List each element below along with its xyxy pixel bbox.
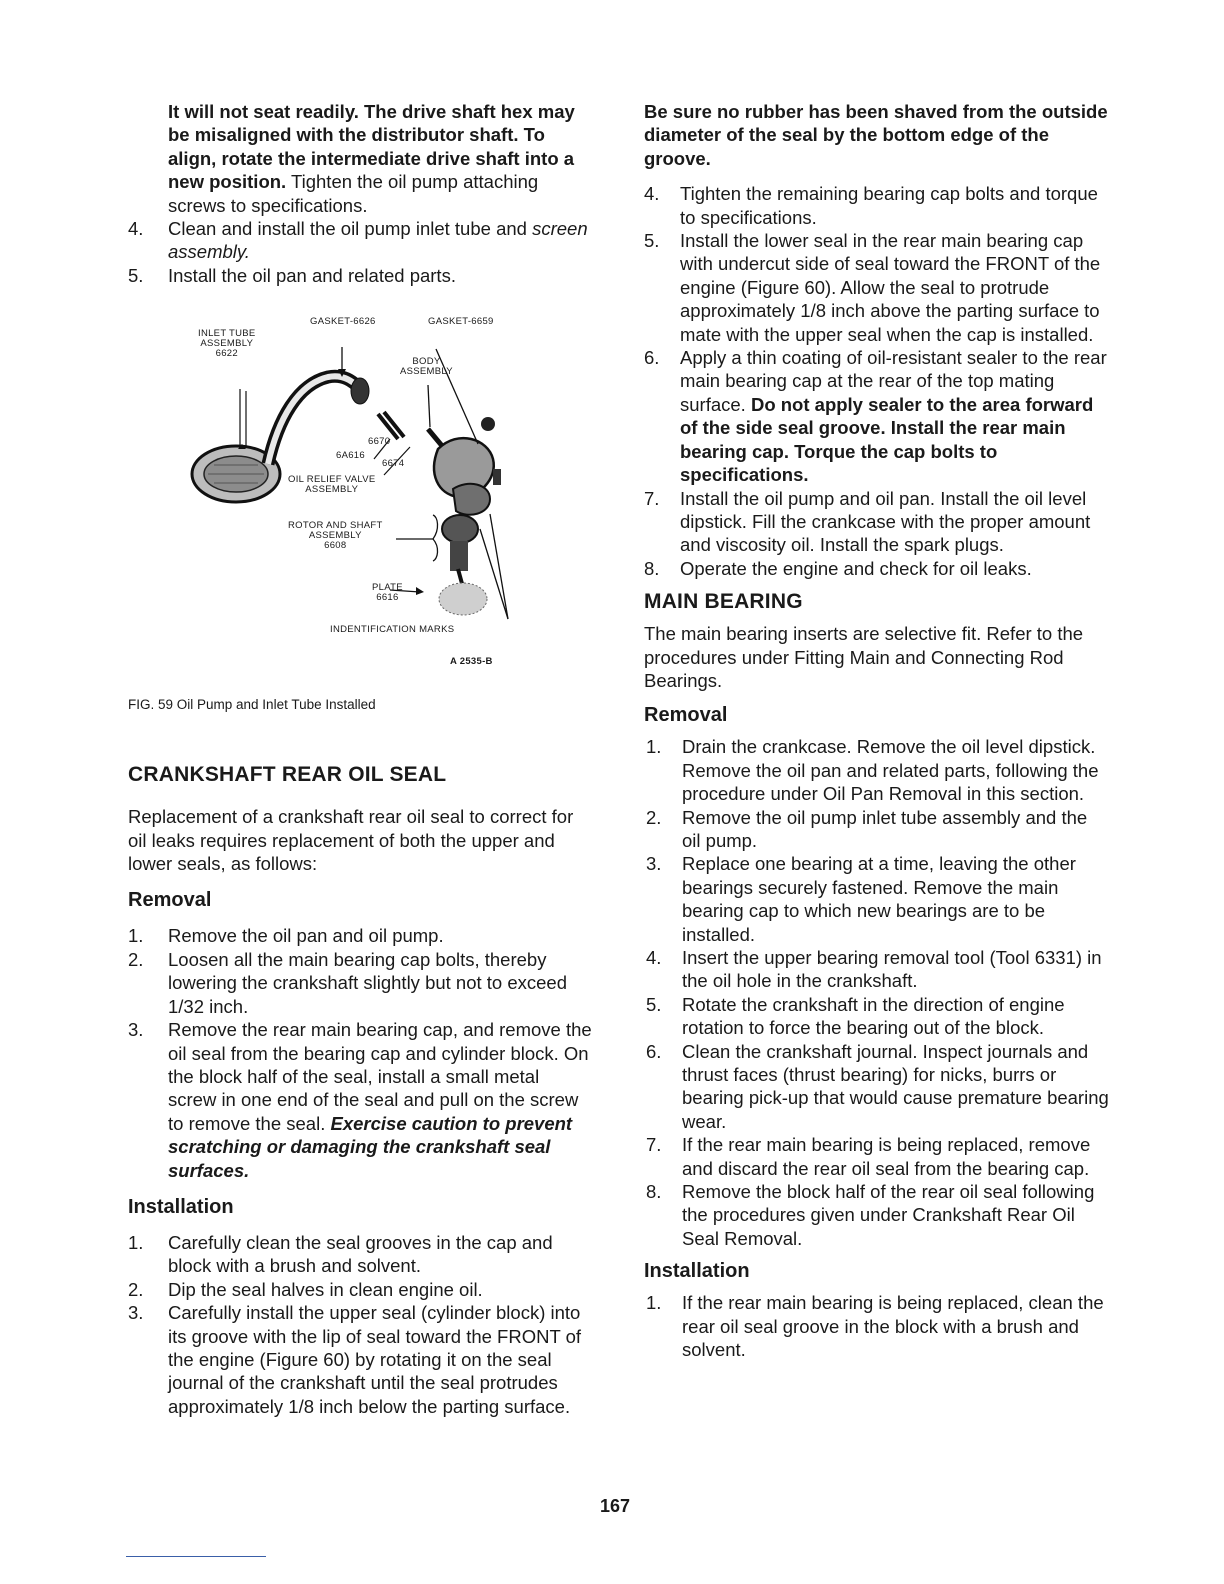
- oil-pump-figure: [128, 316, 592, 713]
- figure-caption: FIG. 59 Oil Pump and Inlet Tube Installed: [128, 697, 376, 713]
- main-bearing-intro: The main bearing inserts are selective fit. Refer to the procedures under Fitting Main and Connecting Rod Bearings.: [644, 623, 1084, 691]
- list-item: [128, 264, 592, 287]
- item-text: Dip the seal halves in clean engine oil.: [168, 1278, 483, 1300]
- removal-heading: Removal: [644, 704, 728, 727]
- item-text: Clean the crankshaft journal. Inspect journals and thrust faces (thrust bearing) for nicks, burrs or bearing pick-up that would cause premature bearing wear.: [682, 1040, 1109, 1132]
- item-text: Tighten the remaining bearing cap bolts and torque to specifications.: [680, 183, 1098, 228]
- item-number: 1.: [128, 1231, 144, 1253]
- label-6a616: 6A616: [336, 450, 365, 462]
- continued-bold-text: It will not seat readily. The drive shaft hex may be misaligned with the distributor shaft. To align, rotate the intermediate drive shaft into a new position.: [168, 101, 575, 193]
- list-item: [128, 1018, 592, 1182]
- label-rotor-and-shaft: ROTOR AND SHAFT ASSEMBLY 6608: [288, 520, 383, 552]
- list-item: [128, 217, 592, 264]
- item-text: Replace one bearing at a time, leaving the other bearings securely fastened. Remove the main bearing cap to which new bearings are to be installed.: [682, 853, 1076, 945]
- list-item: [644, 346, 1110, 486]
- main-bearing-installation-list: [644, 1291, 1110, 1361]
- item-number: 8.: [644, 557, 660, 579]
- item-number: 2.: [646, 806, 662, 828]
- installation-list: [128, 1231, 592, 1418]
- item-bold-text: Do not apply sealer to the area forward of the side seal groove. Install the rear main bearing cap. Torque the cap bolts to specifications.: [680, 393, 1094, 486]
- section-intro: Replacement of a crankshaft rear oil seal to correct for oil leaks requires replacement of both the upper and lower seals, as follows:: [128, 806, 574, 875]
- list-item: [646, 852, 1110, 946]
- list-item: [646, 1133, 1110, 1180]
- item-number: 1.: [646, 736, 662, 758]
- item-number: 6.: [646, 1040, 662, 1062]
- item-text: Rotate the crankshaft in the direction of engine rotation to force the bearing out of the block.: [682, 993, 1065, 1039]
- list-item: [128, 1231, 592, 1278]
- item-text: Clean and install the oil pump inlet tube and: [168, 218, 533, 240]
- item-number: 5.: [644, 230, 660, 252]
- item-number: 2.: [128, 948, 144, 970]
- continued-text: Tighten the oil pump attaching screws to specifications.: [168, 171, 539, 216]
- list-item: [644, 487, 1110, 557]
- item-caution: Exercise caution to prevent scratching or damaging the crankshaft seal surfaces.: [168, 1112, 573, 1181]
- item-text: If the rear main bearing is being replaced, clean the rear oil seal groove in the block with a brush and solvent.: [682, 1292, 1104, 1361]
- item-number: 3.: [646, 853, 662, 875]
- list-item: [644, 182, 1110, 229]
- item-text: Install the oil pump and oil pan. Install the oil level dipstick. Fill the crankcase with the proper amount and viscosity oil. Install the spark plugs.: [680, 487, 1091, 556]
- item-text: Carefully clean the seal grooves in the cap and block with a brush and solvent.: [168, 1231, 553, 1277]
- oil-pump-illustration: [128, 329, 592, 669]
- plate: [439, 583, 487, 615]
- figure-code: A 2535-B: [450, 656, 493, 668]
- page-number: 167: [600, 1496, 631, 1516]
- item-text: Operate the engine and check for oil leaks.: [680, 557, 1032, 579]
- list-item: [128, 1301, 592, 1418]
- item-text: If the rear main bearing is being replaced, remove and discard the rear oil seal from the bearing cap.: [682, 1134, 1091, 1179]
- label-body-assembly: BODY ASSEMBLY: [400, 356, 453, 378]
- label-gasket-6626: GASKET-6626: [310, 316, 376, 328]
- right-continued-list: [644, 182, 1110, 580]
- item-number: 4.: [128, 218, 144, 240]
- installation-heading: Installation: [644, 1260, 750, 1283]
- item-number: 2.: [128, 1278, 144, 1300]
- list-item: [646, 1040, 1110, 1134]
- main-bearing-removal-list: [644, 735, 1110, 1250]
- installation-heading: Installation: [128, 1195, 234, 1218]
- list-item: [646, 1291, 1110, 1361]
- item-number: 8.: [646, 1181, 662, 1203]
- list-item: [644, 229, 1110, 346]
- list-item: [646, 735, 1110, 805]
- item-number: 7.: [646, 1134, 662, 1156]
- item-text: Loosen all the main bearing cap bolts, thereby lowering the crankshaft slightly but not to exceed 1/32 inch.: [168, 948, 568, 1017]
- list-item: [128, 100, 592, 217]
- list-item: [128, 924, 592, 947]
- label-6674: 6674: [382, 458, 405, 470]
- list-item: [646, 993, 1110, 1040]
- left-column: [128, 100, 592, 1418]
- item-text: Install the oil pan and related parts.: [168, 264, 456, 286]
- right-column: [644, 100, 1110, 1362]
- removal-heading: Removal: [128, 889, 212, 912]
- item-number: 3.: [128, 1019, 144, 1041]
- item-text: Remove the rear main bearing cap, and remove the oil seal from the bearing cap and cylinder block. On the block half of the seal, install a small metal screw in one end of the seal and pull on the screw to remove the seal.: [168, 1019, 592, 1134]
- item-number: 5.: [646, 993, 662, 1015]
- label-identification-marks: INDENTIFICATION MARKS: [330, 624, 455, 636]
- item-text: Install the lower seal in the rear main bearing cap with undercut side of seal toward the FRONT of the engine (Figure 60). Allow the seal to protrude approximately 1/8 inch above the parting surface to mate with the upper seal when the cap is installed.: [680, 230, 1101, 345]
- item-text: Remove the oil pan and oil pump.: [168, 925, 444, 947]
- item-number: 5.: [128, 264, 144, 286]
- list-item: [128, 1278, 592, 1301]
- list-item: [128, 948, 592, 1018]
- rotor: [442, 515, 478, 543]
- label-inlet-tube: INLET TUBE ASSEMBLY 6622: [198, 328, 256, 360]
- label-6670: 6670: [368, 436, 391, 448]
- item-text: Remove the oil pump inlet tube assembly and the oil pump.: [682, 806, 1088, 851]
- item-number: 4.: [646, 947, 662, 968]
- left-continued-list: [128, 100, 592, 287]
- label-plate: PLATE 6616: [372, 582, 403, 604]
- item-number: 1.: [128, 925, 144, 947]
- removal-list: [128, 924, 592, 1181]
- item-text: Carefully install the upper seal (cylinder block) into its groove with the lip of seal toward the FRONT of the engine (Figure 60) by rotating it on the seal journal of the crankshaft until the seal protrudes approximately 1/8 inch below the parting surface.: [168, 1302, 582, 1417]
- item-text: Apply a thin coating of oil-resistant sealer to the rear main bearing cap at the rear of the top mating surface.: [680, 347, 1107, 415]
- list-item: [646, 806, 1110, 853]
- continued-bold-text: Be sure no rubber has been shaved from the outside diameter of the seal by the bottom edge of the groove.: [644, 101, 1108, 169]
- item-number: 6.: [644, 347, 660, 369]
- item-number: 4.: [644, 183, 660, 205]
- section-heading-main-bearing: MAIN BEARING: [644, 590, 803, 614]
- label-oil-relief-valve: OIL RELIEF VALVE ASSEMBLY: [288, 474, 376, 496]
- item-number: 3.: [128, 1302, 144, 1324]
- item-number: 7.: [644, 487, 660, 509]
- item-text: Insert the upper bearing removal tool (Tool 6331) in the oil hole in the crankshaft.: [682, 947, 1102, 992]
- list-item: [644, 557, 1110, 580]
- section-heading-rear-oil-seal: CRANKSHAFT REAR OIL SEAL: [128, 763, 447, 787]
- item-text-italic: screen assembly.: [168, 218, 588, 263]
- gasket: [351, 378, 369, 404]
- item-text: Remove the block half of the rear oil seal following the procedures given under Crankshaft Rear Oil Seal Removal.: [682, 1181, 1095, 1249]
- footer-rule: [126, 1556, 266, 1557]
- list-item: [646, 946, 1110, 993]
- label-gasket-6659: GASKET-6659: [428, 316, 494, 328]
- item-number: 1.: [646, 1292, 662, 1314]
- item-text: Drain the crankcase. Remove the oil level dipstick. Remove the oil pan and related parts, following the procedure under Oil Pan Removal in this section.: [682, 736, 1099, 805]
- list-item: [646, 1180, 1110, 1250]
